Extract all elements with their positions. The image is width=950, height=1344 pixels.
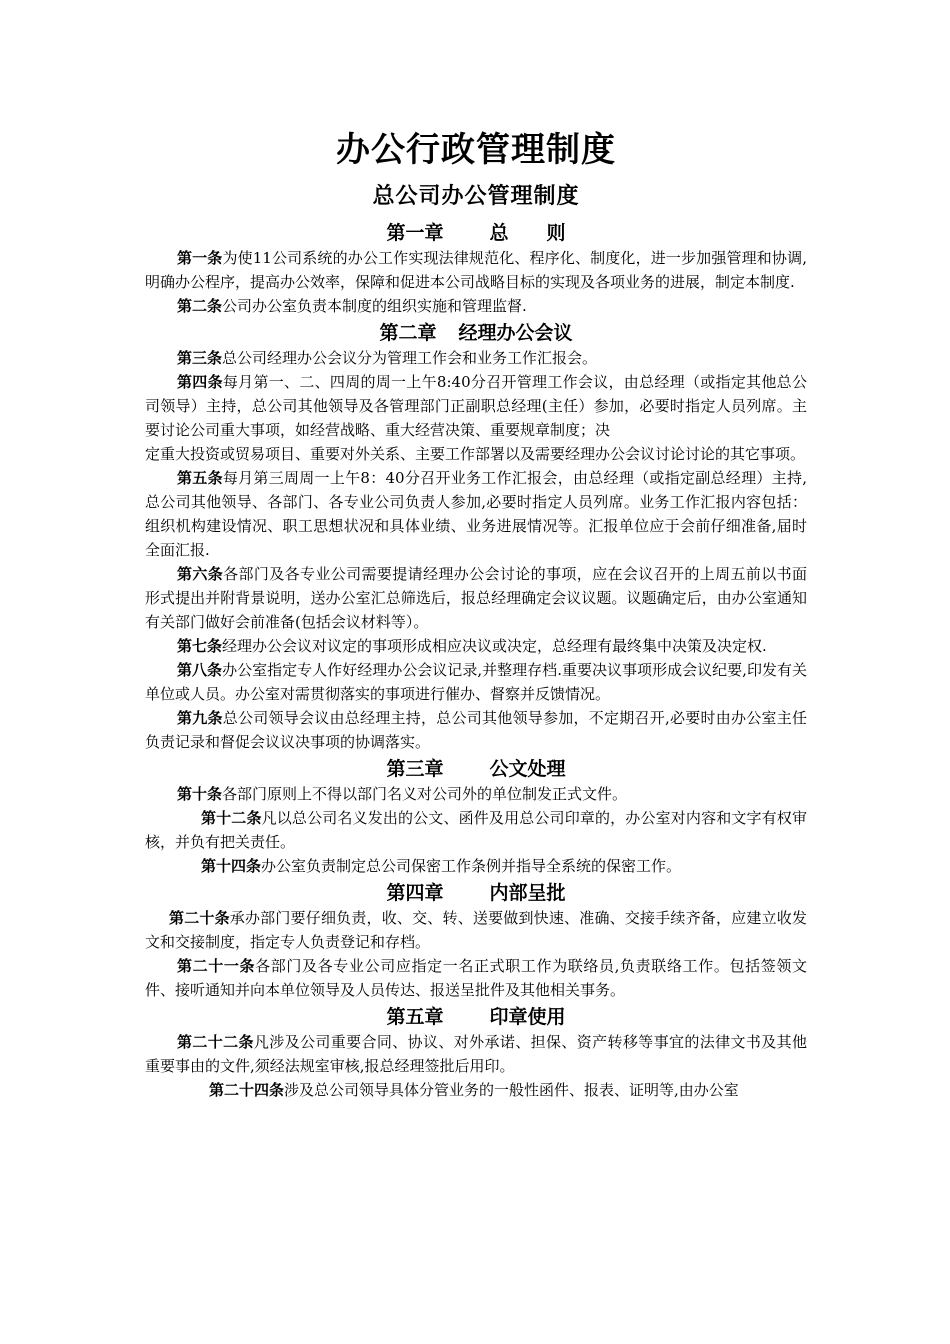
chapter-name: 总 则 xyxy=(489,222,566,244)
article-text: 承办部门要仔细负责，收、交、转、送要做到快速、准确、交接手续齐备，应建立收发文和交接制度，指定专人负责登记和存档。 xyxy=(145,909,807,951)
document-title: 办公行政管理制度 xyxy=(336,130,616,170)
article-number: 第二十一条 xyxy=(177,957,256,975)
article-number: 第十条 xyxy=(177,785,223,803)
article-text: 经理办公会议对议定的事项形成相应决议或决定，总经理有最终集中决策及决定权. xyxy=(222,637,767,655)
article-number: 第五条 xyxy=(177,469,223,487)
article-text: 每月第一、二、四周的周一上午8:40分召开管理工作会议，由总经理（或指定其他总公司领导）主持，总公司其他领导及各管理部门正副职总经理(主任）参加，必要时指定人员列席。主要讨论公司重大事项，如经营战略、重大经营决策、重要规章制度；决 xyxy=(145,373,807,439)
article-text: 每月第三周周一上午8：40分召开业务工作汇报会，由总经理（或指定副总经理）主持,总公司其他领导、各部门、各专业公司负责人参加,必要时指定人员列席。业务工作汇报内容包括：组织机构建设情况、职工思想状况和具体业绩、业务进展情况等。汇报单位应于会前仔细准备,届时全面汇报. xyxy=(145,469,807,559)
chapter-name: 经理办公会议 xyxy=(458,322,573,344)
article-number: 第二条 xyxy=(177,297,223,315)
article xyxy=(145,658,807,706)
chapter-heading xyxy=(145,756,807,782)
article-text: 各部门原则上不得以部门名义对公司外的单位制发正式文件。 xyxy=(222,785,628,803)
article xyxy=(145,246,807,294)
article xyxy=(145,806,807,854)
article-number: 第三条 xyxy=(177,349,223,367)
chapter-number: 第三章 xyxy=(386,758,444,780)
article-text: 凡以总公司名义发出的公文、函件及用总公司印章的，办公室对内容和文字有权审核，并负有把关责任。 xyxy=(145,809,807,851)
article-number: 第二十四条 xyxy=(209,1081,285,1099)
article-text: 各部门及各专业公司应指定一名正式职工作为联络员,负责联络工作。包括签领文件、接听通知并向本单位领导及人员传达、报送呈批件及其他相关事务。 xyxy=(145,957,807,999)
article-number: 第四条 xyxy=(177,373,223,391)
document-page xyxy=(145,120,807,1102)
article-continuation: 定重大投资或贸易项目、重要对外关系、主要工作部署以及需要经理办公会议讨论讨论的其它事项。 xyxy=(145,445,806,463)
chapter-heading xyxy=(145,220,807,246)
article-text: 总公司领导会议由总经理主持，总公司其他领导参加，不定期召开,必要时由办公室主任负责记录和督促会议议决事项的协调落实。 xyxy=(145,709,807,751)
article xyxy=(145,854,807,878)
chapter-number: 第五章 xyxy=(386,1006,444,1028)
article xyxy=(145,782,807,806)
article-number: 第一条 xyxy=(177,249,223,267)
article-number: 第七条 xyxy=(177,637,223,655)
article-number: 第十二条 xyxy=(201,809,262,827)
chapter-name: 印章使用 xyxy=(489,1006,566,1028)
article-number: 第十四条 xyxy=(201,857,262,875)
chapter-number: 第四章 xyxy=(386,882,444,904)
article-text: 为使11公司系统的办公工作实现法律规范化、程序化、制度化，进一步加强管理和协调,明确办公程序，提高办公效率，保障和促进本公司战略目标的实现及各项业务的进展，制定本制度. xyxy=(145,249,807,291)
article xyxy=(145,954,807,1002)
chapter-heading xyxy=(145,320,807,346)
article xyxy=(145,1030,807,1078)
article-text: 办公室指定专人作好经理办公会议记录,并整理存档.重要决议事项形成会议纪要,印发有关单位或人员。办公室对需贯彻落实的事项进行催办、督察并反馈情况。 xyxy=(145,661,807,703)
document-subtitle: 总公司办公管理制度 xyxy=(372,184,580,209)
article-text: 各部门及各专业公司需要提请经理办公会讨论的事项，应在会议召开的上周五前以书面形式提出并附背景说明，送办公室汇总筛选后，报总经理确定会议议题。议题确定后，由办公室通知有关部门做好会前准备(包括会议材料等）。 xyxy=(145,565,807,631)
chapter-name: 内部呈批 xyxy=(489,882,566,904)
article-text: 办公室负责制定总公司保密工作条例并指导全系统的保密工作。 xyxy=(261,857,682,875)
article-text: 公司办公室负责本制度的组织实施和管理监督. xyxy=(222,297,527,315)
article-text: 凡涉及公司重要合同、协议、对外承诺、担保、资产转移等事宜的法律文书及其他重要事由的文件,须经法规室审核,报总经理签批后用印。 xyxy=(145,1033,807,1075)
chapter-number: 第一章 xyxy=(386,222,444,244)
article-text: 涉及总公司领导具体分管业务的一般性函件、报表、证明等,由办公室 xyxy=(284,1081,739,1099)
article xyxy=(145,562,807,634)
article xyxy=(145,634,807,658)
article xyxy=(145,706,807,754)
article xyxy=(145,346,807,370)
article xyxy=(145,1078,807,1102)
article xyxy=(145,370,807,442)
article-number: 第八条 xyxy=(177,661,223,679)
article-number: 第六条 xyxy=(177,565,224,583)
article-text: 总公司经理办公会议分为管理工作会和业务工作汇报会。 xyxy=(222,349,598,367)
chapter-heading xyxy=(145,1004,807,1030)
article xyxy=(145,294,807,318)
chapter-name: 公文处理 xyxy=(489,758,566,780)
article-number: 第九条 xyxy=(177,709,223,727)
article xyxy=(145,466,807,562)
chapter-number: 第二章 xyxy=(379,322,437,344)
chapter-heading xyxy=(145,880,807,906)
article-number: 第二十二条 xyxy=(177,1033,254,1051)
article xyxy=(145,906,807,954)
article-number: 第二十条 xyxy=(169,909,230,927)
